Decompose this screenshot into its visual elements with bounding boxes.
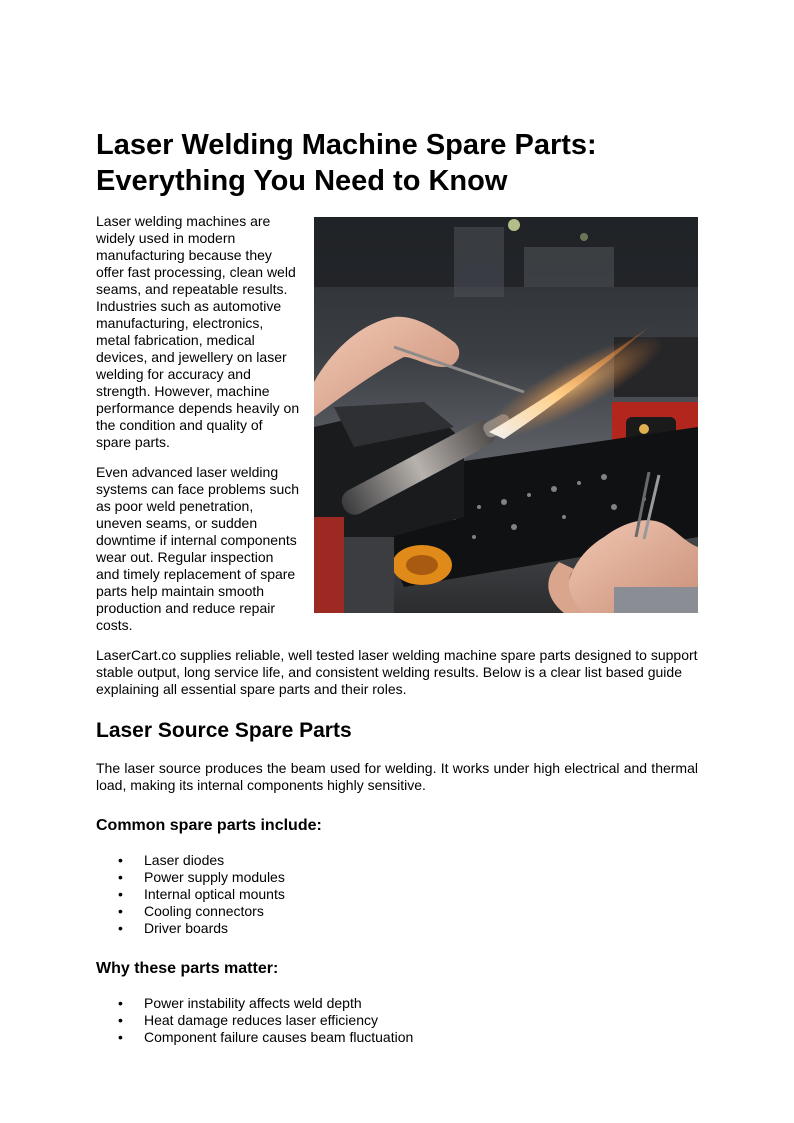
list-item: • Power instability affects weld depth	[118, 995, 362, 1011]
why-parts-matter-list	[96, 995, 698, 1046]
list-item: • Laser diodes	[118, 852, 225, 868]
common-parts-heading: Common spare parts include:	[96, 817, 322, 834]
bullet-icon: •	[118, 886, 123, 902]
section-heading-laser-source: Laser Source Spare Parts	[96, 719, 352, 742]
article-title: Laser Welding Machine Spare Parts: Everything You Need to Know	[96, 129, 597, 197]
why-parts-matter-heading: Why these parts matter:	[96, 960, 279, 977]
list-item: • Cooling connectors	[118, 903, 264, 919]
bullet-icon: •	[118, 995, 123, 1011]
bullet-icon: •	[118, 1029, 123, 1045]
list-item: • Internal optical mounts	[118, 886, 285, 902]
intro-paragraph-2: Even advanced laser welding systems can face problems such as poor weld penetration, uneven seams, or sudden downtime if internal components wear out. Regular inspection and timely replacement of spare parts help maintain smooth production and reduce repair costs.	[96, 464, 300, 633]
list-item: • Driver boards	[118, 920, 229, 936]
welding-photo	[314, 217, 698, 613]
bullet-icon: •	[118, 852, 123, 868]
common-parts-list	[96, 852, 698, 937]
intro-paragraph-1: Laser welding machines are widely used in modern manufacturing because they offer fast processing, clean weld seams, and repeatable results. Industries such as automotive manufacturing, electronics, metal fabrication, medical devices, and jewellery on laser welding for accuracy and strength. However, machine performance depends heavily on the condition and quality of spare parts.	[96, 213, 300, 450]
document-page	[96, 127, 698, 1046]
list-item: • Heat damage reduces laser efficiency	[118, 1012, 378, 1028]
intro-paragraph-3: LaserCart.co supplies reliable, well tested laser welding machine spare parts designed to support stable output, long service life, and consistent welding results. Below is a clear list based guide explaining all essential spare parts and their roles.	[96, 647, 698, 697]
intro-section	[96, 213, 698, 698]
bullet-icon: •	[118, 920, 123, 936]
list-item: • Power supply modules	[118, 869, 285, 885]
bullet-icon: •	[118, 1012, 123, 1028]
bullet-icon: •	[118, 869, 123, 885]
list-item: • Component failure causes beam fluctuation	[118, 1029, 414, 1045]
bullet-icon: •	[118, 903, 123, 919]
laser-source-description: The laser source produces the beam used for welding. It works under high electrical and thermal load, making its internal components highly sensitive.	[96, 760, 698, 793]
